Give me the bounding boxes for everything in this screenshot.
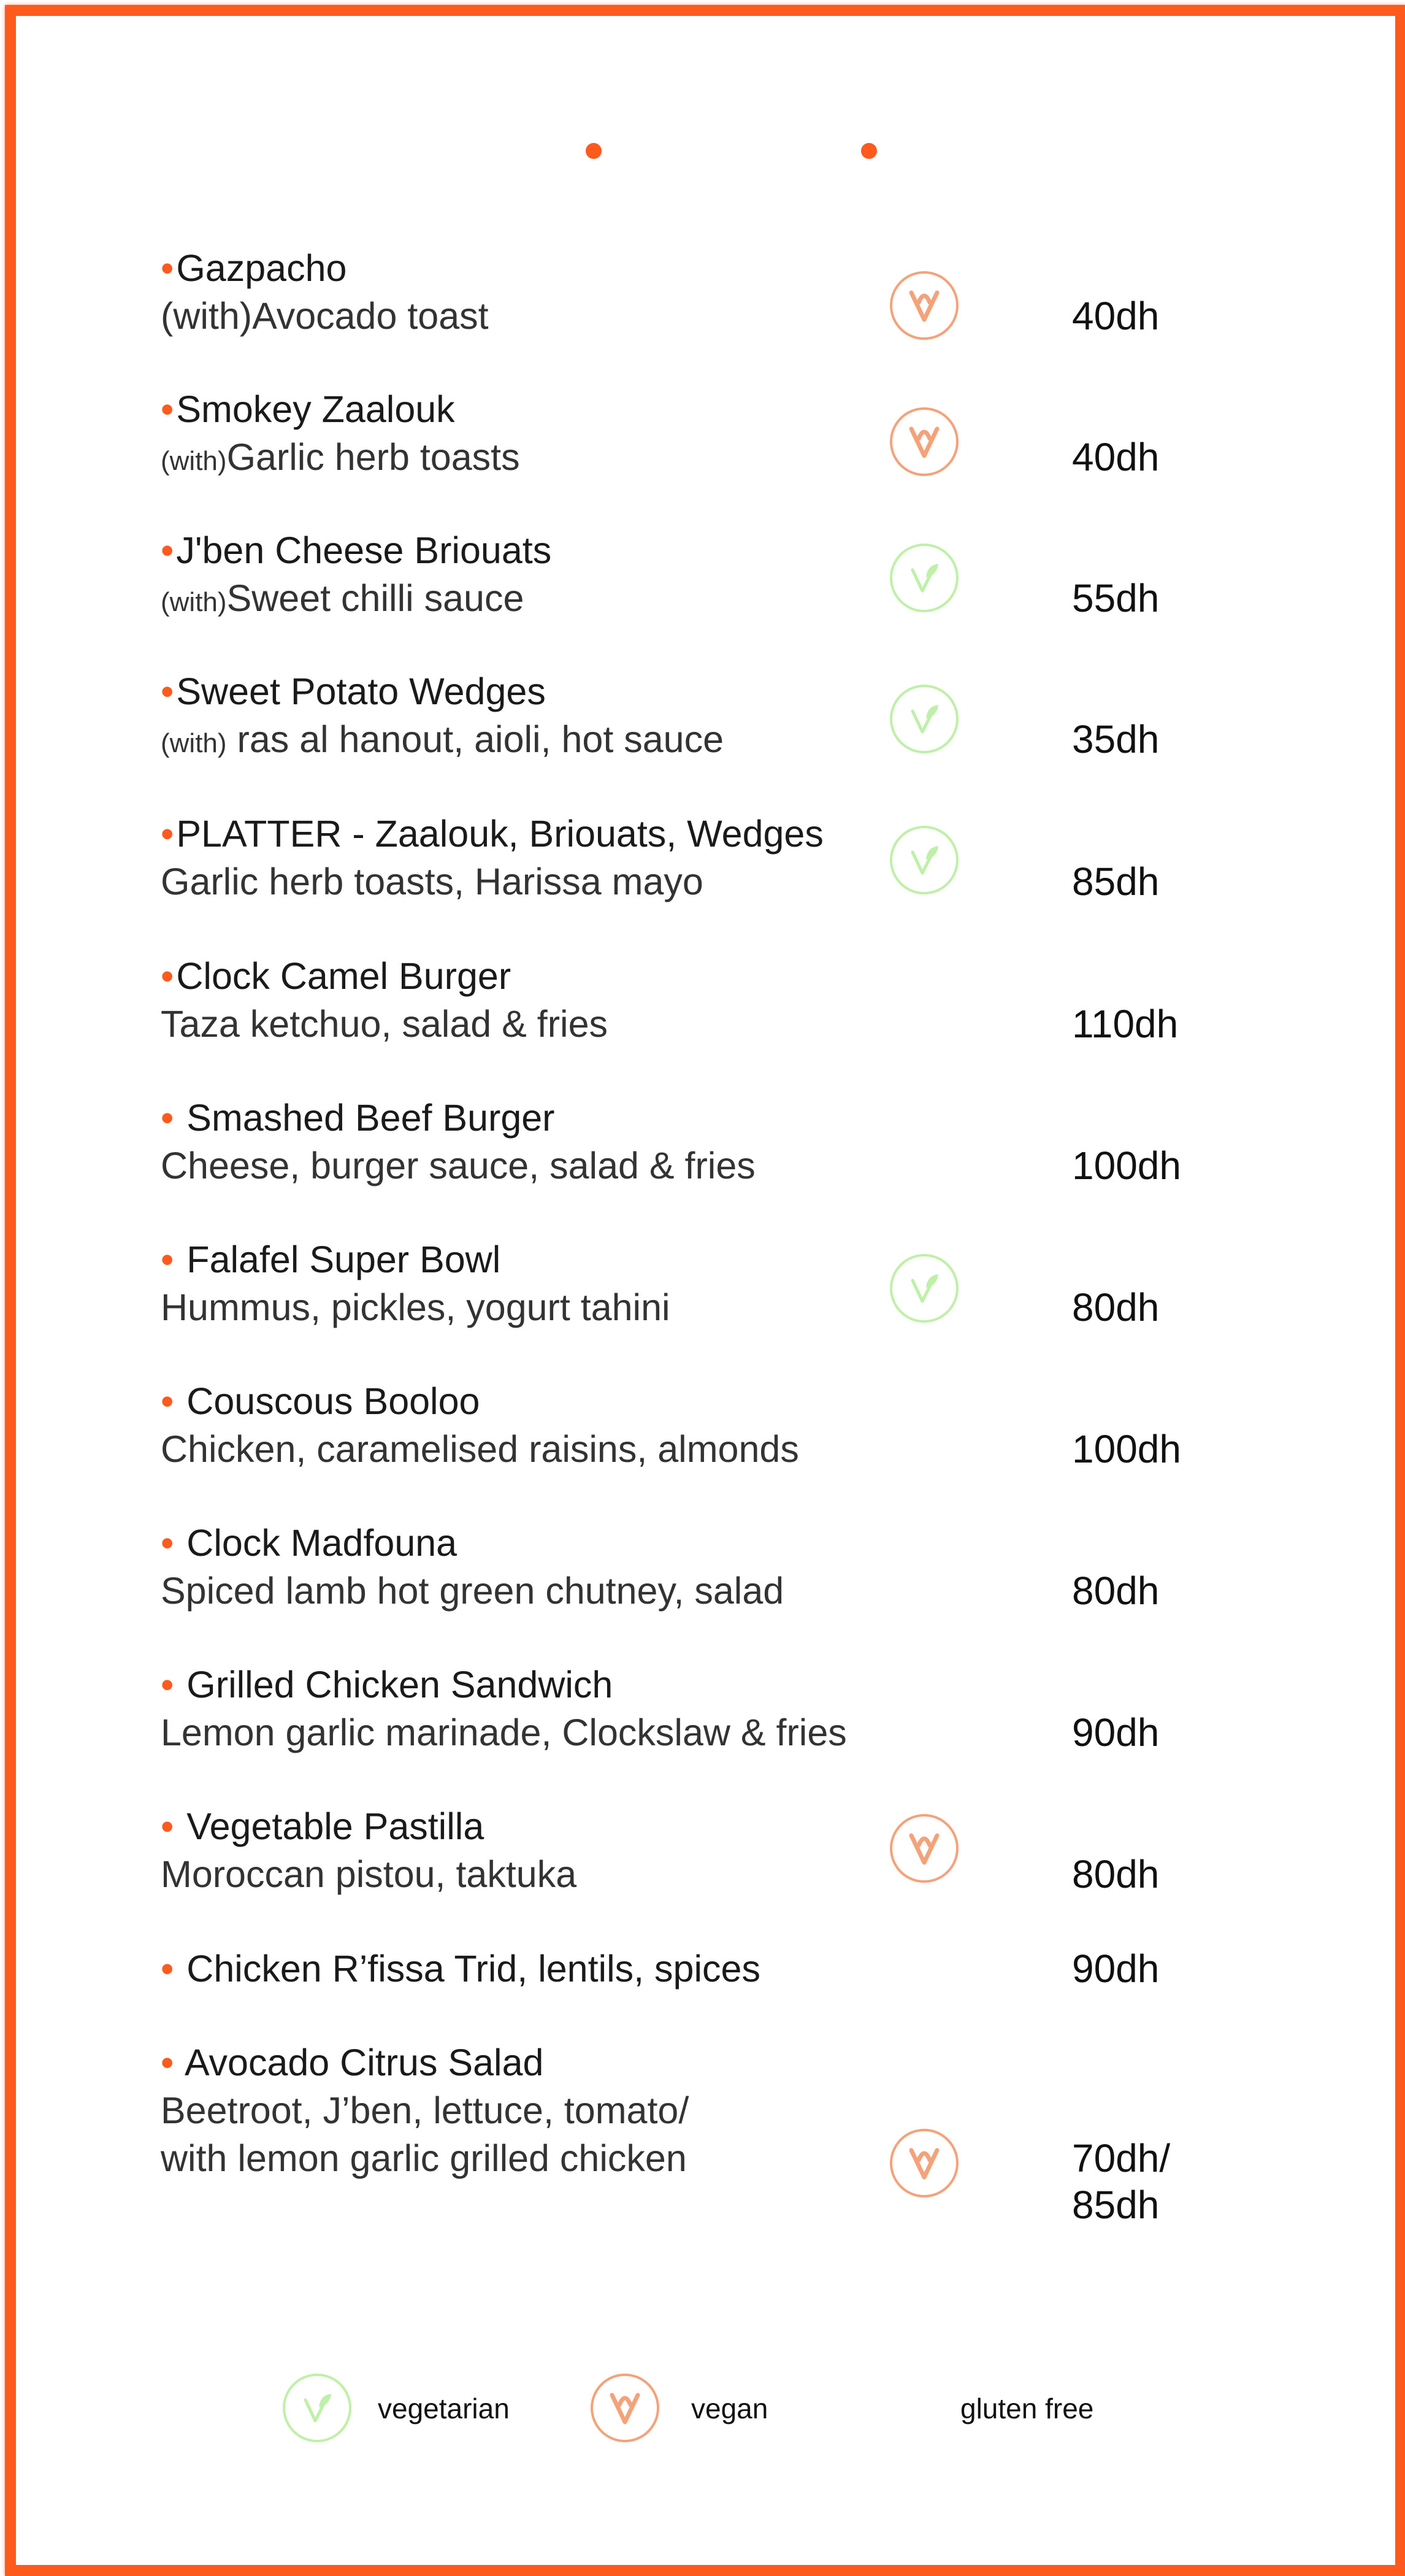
with-prefix: (with) [161,446,227,476]
legend-vegan-label: vegan [691,2393,768,2424]
item-description: Moroccan pistou, taktuka [161,1853,577,1895]
item-price: 80dh [1072,1285,1160,1329]
bullet: • [161,388,174,430]
item-description: Cheese, burger sauce, salad & fries [161,1145,756,1186]
bullet: • [161,529,174,571]
item-description: Lemon garlic marinade, Clockslaw & fries [161,1712,847,1753]
item-price: 90dh [1072,1710,1160,1755]
item-name: Falafel Super Bowl [176,1239,501,1280]
item-price: 100dh [1072,1427,1181,1471]
item-price: 100dh [1072,1144,1181,1188]
vegan-icon [890,407,959,476]
bullet: • [161,1664,174,1705]
item-description: Beetroot, J’ben, lettuce, tomato/ [161,2090,689,2131]
item-description: (with)Avocado toast [161,295,489,337]
item-price: 80dh [1072,1852,1160,1896]
item-description: Chicken, caramelised raisins, almonds [161,1428,799,1470]
item-price: 85dh [1072,859,1160,904]
item-description: Sweet chilli sauce [226,577,524,619]
vegetarian-icon [890,1254,959,1323]
item-name: Grilled Chicken Sandwich [176,1664,613,1705]
item-price: 35dh [1072,717,1160,761]
item-description: Garlic herb toasts, Harissa mayo [161,861,703,902]
bullet: • [161,1805,174,1847]
item-description: ras al hanout, aioli, hot sauce [226,718,724,760]
item-name: Clock Camel Burger [176,955,511,997]
bullet: • [161,1239,174,1280]
item-price: 90dh [1072,1947,1160,1991]
vegetarian-icon [890,544,959,612]
item-name: Avocado Citrus Salad [176,2042,544,2083]
bullet: • [161,247,174,289]
item-description: Hummus, pickles, yogurt tahini [161,1286,670,1328]
top-dot-right [861,143,877,159]
item-price: 70dh/ [1072,2136,1171,2180]
bullet: • [161,955,174,997]
bullet: • [161,1380,174,1422]
bullet: • [161,1097,174,1139]
vegetarian-icon [890,826,959,894]
item-price: 40dh [1072,435,1160,479]
item-price: 110dh [1072,1002,1179,1046]
legend-gluten-free-label: gluten free [960,2393,1094,2424]
item-name: Smashed Beef Burger [176,1097,555,1139]
legend-vegetarian-icon [283,2374,351,2442]
item-name: Vegetable Pastilla [176,1805,484,1847]
item-name: Gazpacho [176,247,347,289]
bullet: • [161,2042,174,2083]
vegan-icon [890,271,959,340]
vegan-icon [890,1814,959,1883]
bullet: • [161,1522,174,1564]
item-price-alt: 85dh [1072,2183,1160,2227]
vegetarian-icon [890,685,959,753]
item-name: Sweet Potato Wedges [176,671,546,712]
item-name: Smokey Zaalouk [176,388,455,430]
top-dot-left [586,143,602,159]
item-name: Clock Madfouna [176,1522,457,1564]
bullet: • [161,813,174,855]
legend-vegetarian-label: vegetarian [378,2393,510,2424]
vegan-icon [890,2129,959,2197]
legend-vegan-icon [591,2374,659,2442]
item-price: 40dh [1072,294,1160,338]
item-description-line-2: with lemon garlic grilled chicken [161,2137,687,2179]
item-price: 80dh [1072,1569,1160,1613]
bullet: • [161,1948,174,1990]
item-name: J'ben Cheese Briouats [176,529,552,571]
item-description: Garlic herb toasts [226,436,520,478]
item-name: Couscous Booloo [176,1380,480,1422]
bullet: • [161,671,174,712]
item-price: 55dh [1072,576,1160,620]
item-description: Taza ketchuo, salad & fries [161,1003,608,1045]
with-prefix: (with) [161,728,227,758]
with-prefix: (with) [161,587,227,617]
item-name: Chicken R’fissa Trid, lentils, spices [176,1948,760,1990]
item-description: Spiced lamb hot green chutney, salad [161,1570,784,1612]
item-name: PLATTER - Zaalouk, Briouats, Wedges [176,813,824,855]
